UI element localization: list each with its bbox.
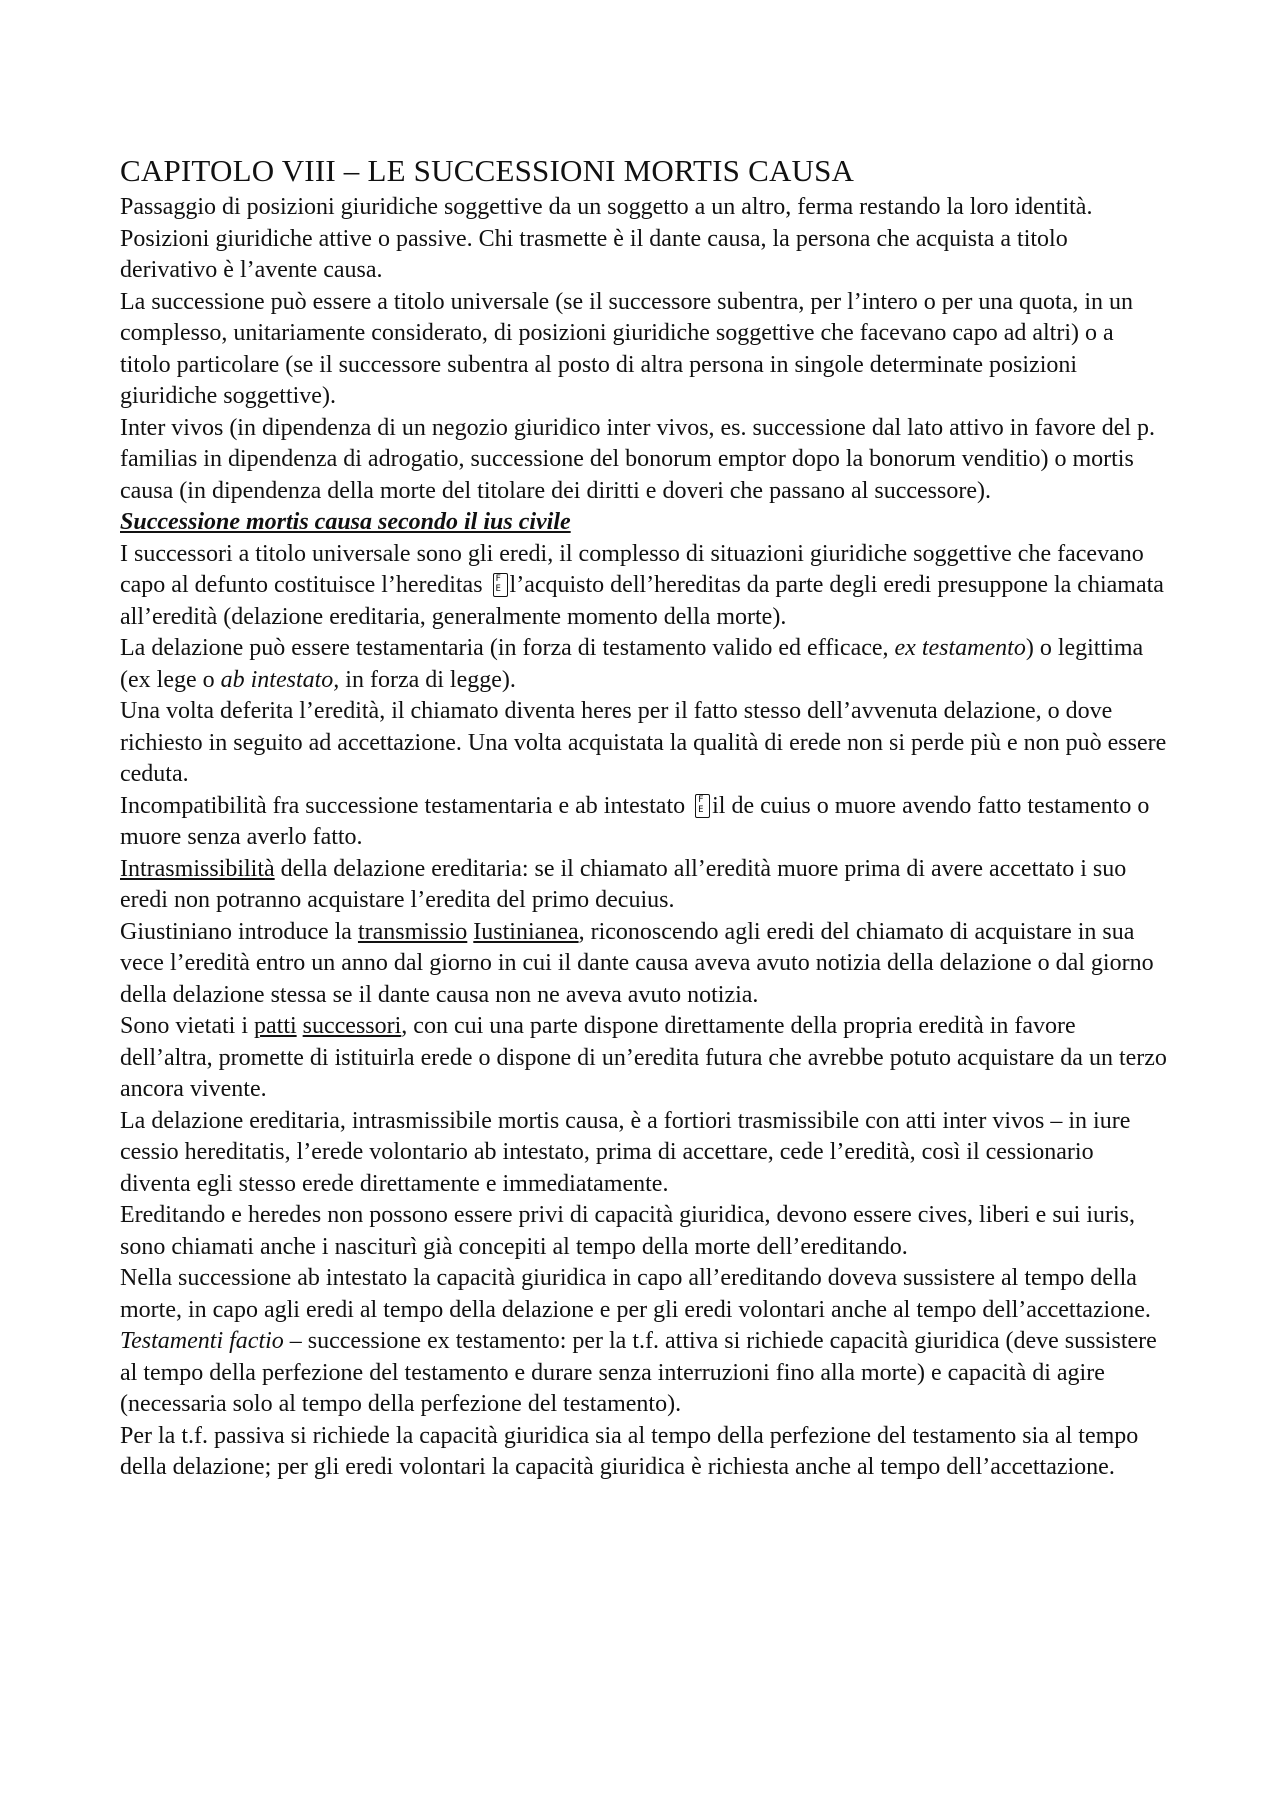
paragraph-giustiniano: [120, 917, 1170, 1012]
paragraph-intrasmissibilita: [120, 854, 1170, 917]
paragraph-inter-vivos: Inter vivos (in dipendenza di un negozio giuridico inter vivos, es. successione dal lato attivo in favore del p. familias in dipendenza di adrogatio, successione del bonorum emptor dopo la bonorum venditio) o mortis causa (in dipendenza della morte del titolare dei diritti e doveri che passano al successore).: [120, 414, 1156, 504]
text-span: Sono vietati i: [120, 1013, 254, 1039]
missing-glyph-icon: [493, 573, 508, 597]
italic-term: ex testamento: [894, 635, 1026, 661]
paragraph-tf-passiva: Per la t.f. passiva si richiede la capacità giuridica sia al tempo della perfezione del testamento sia al tempo della delazione; per gli eredi volontari la capacità giuridica è richiesta anche al tempo dell’accettazione.: [120, 1422, 1139, 1480]
text-span: , riconoscendo agli eredi del chiamato di acquistare in sua vece l’eredità entro un anno dal giorno in cui il dante causa aveva avuto notizia della delazione o dal giorno della delazione stessa se il dante causa non ne aveva avuto notizia.: [120, 918, 1154, 1008]
document-page: [120, 150, 1170, 1484]
text-span: della delazione ereditaria: se il chiamato all’eredità muore prima di avere accettato i suo eredi non potranno acquistare l’eredita del primo decuius.: [120, 855, 1127, 913]
paragraph-successori: [120, 539, 1170, 634]
missing-glyph-icon: [695, 794, 710, 818]
paragraph-definition: Passaggio di posizioni giuridiche soggettive da un soggetto a un altro, ferma restando la loro identità. Posizioni giuridiche attive o passive. Chi trasmette è il dante causa, la persona che acquista a titolo derivativo è l’avente causa.: [120, 194, 1093, 283]
italic-term: Testamenti factio: [120, 1328, 284, 1354]
text-span: – successione ex testamento: per la t.f. attiva si richiede capacità giuridica (deve sussistere al tempo della perfezione del testamento e durare senza interruzioni fino alla morte) e capacità di agire (necessaria solo al tempo della perfezione del testamento).: [120, 1328, 1157, 1417]
text-span: l’acquisto dell’hereditas da parte degli eredi presuppone la chiamata all’eredità (delazione ereditaria, generalmente momento della morte).: [120, 572, 1164, 630]
underlined-term: successori: [302, 1013, 402, 1039]
text-span: I successori a titolo universale sono gli eredi, il complesso di situazioni giuridiche soggettive che facevano capo al defunto costituisce l’hereditas: [120, 540, 1144, 598]
section-heading: Successione mortis causa secondo il ius civile: [120, 509, 571, 535]
chapter-title: CAPITOLO VIII – LE SUCCESSIONI MORTIS CAUSA: [120, 153, 855, 188]
paragraph-heres: Una volta deferita l’eredità, il chiamato diventa heres per il fatto stesso dell’avvenuta delazione, o dove richiesto in seguito ad accettazione. Una volta acquistata la qualità di erede non si perde più e non può essere ceduta.: [120, 698, 1167, 787]
underlined-term: patti: [254, 1013, 297, 1039]
text-span: Giustiniano introduce la: [120, 918, 358, 945]
paragraph-testamenti-factio: [120, 1326, 1170, 1421]
paragraph-universal-particular: La successione può essere a titolo universale (se il successore subentra, per l’intero o per una quota, in un complesso, unitariamente considerato, di posizioni giuridiche soggettive che facevano capo ad altri) o a titolo particolare (se il successore subentra al posto di altra persona in singole determinate posizioni giuridiche soggettive).: [120, 288, 1134, 409]
paragraph-ab-intestato: Nella successione ab intestato la capacità giuridica in capo all’ereditando doveva sussistere al tempo della morte, in capo agli eredi al tempo della delazione e per gli eredi volontari anche al tempo dell’accettazione.: [120, 1265, 1151, 1323]
underlined-term: Iustinianea: [473, 918, 579, 945]
underlined-term: Intrasmissibilità: [120, 855, 275, 882]
text-span: in forza di legge).: [339, 666, 516, 693]
paragraph-capacita: Ereditando e heredes non possono essere privi di capacità giuridica, devono essere cives, liberi e sui iuris, sono chiamati anche i nasciturì già concepiti al tempo della morte dell’ereditando.: [120, 1202, 1136, 1260]
text-span: il de cuius o muore avendo fatto testamento o muore senza averlo fatto.: [120, 792, 1150, 850]
paragraph-delazione: [120, 633, 1170, 696]
underlined-term: transmissio: [357, 918, 468, 945]
paragraph-patti-successori: [120, 1011, 1170, 1106]
text-span: , con cui una parte dispone direttamente della propria eredità in favore dell’altra, promette di istituirla erede o dispone di un’eredita futura che avrebbe potuto acquistare da un terzo ancora vivente.: [120, 1013, 1167, 1102]
paragraph-incompatibilita: [120, 791, 1170, 854]
text-span: Incompatibilità fra successione testamentaria e ab intestato: [120, 792, 692, 819]
text-span: La delazione può essere testamentaria (in forza di testamento valido ed efficace,: [120, 635, 895, 661]
italic-term: ab intestato,: [220, 666, 340, 693]
paragraph-in-iure-cessio: La delazione ereditaria, intrasmissibile mortis causa, è a fortiori trasmissibile con atti inter vivos – in iure cessio hereditatis, l’erede volontario ab intestato, prima di accettare, cede l’eredità, così il cessionario diventa egli stesso erede direttamente e immediatamente.: [120, 1107, 1131, 1197]
text-span: ) o legittima (ex lege o: [120, 635, 1144, 693]
